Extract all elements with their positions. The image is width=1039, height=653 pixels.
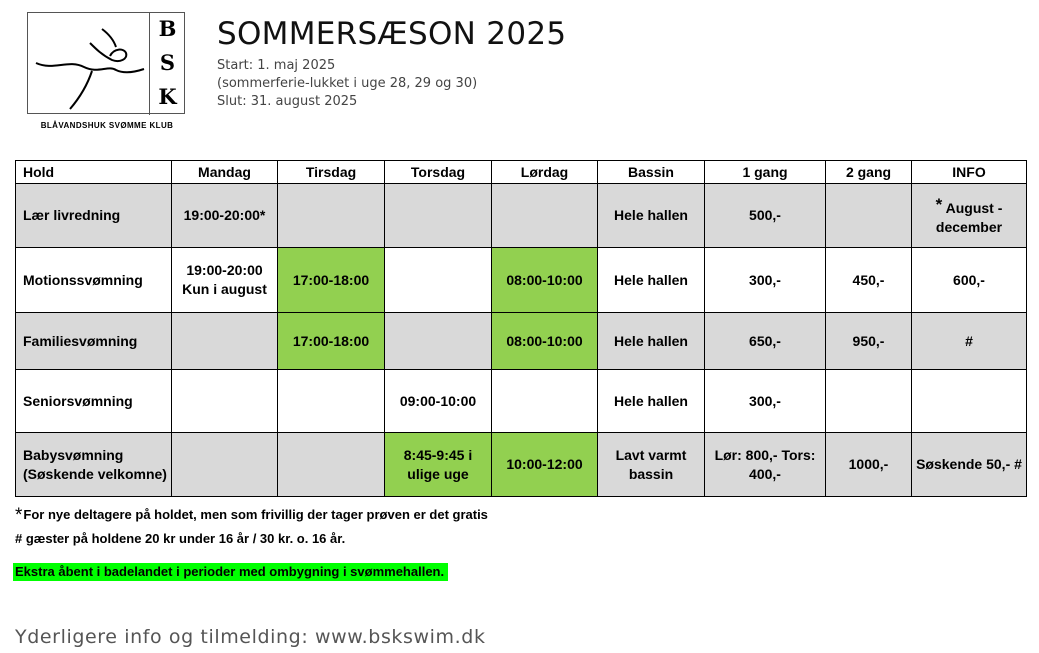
cell-1-gang: 500,- (705, 184, 826, 248)
footnote-hash: # gæster på holdene 20 kr under 16 år / 30 kr. o. 16 år. (15, 531, 346, 546)
cell-1-gang: 300,- (705, 248, 826, 313)
header-lordag: Lørdag (492, 161, 598, 184)
swimmer-icon (32, 19, 150, 111)
cell-info: Søskende 50,- # (912, 433, 1027, 497)
cell-tirsdag: 17:00-18:00 (278, 313, 385, 370)
table-row (16, 184, 1027, 248)
cell-torsdag: 8:45-9:45 i ulige uge (385, 433, 492, 497)
cell-1-gang: 300,- (705, 370, 826, 433)
cell-tirsdag (278, 370, 385, 433)
cell-lordag: 08:00-10:00 (492, 313, 598, 370)
cell-mandag: 19:00-20:00* (172, 184, 278, 248)
cell-hold: Motionssvømning (16, 248, 172, 313)
table-row (16, 313, 1027, 370)
schedule-table (15, 160, 1027, 497)
cell-lordag: 08:00-10:00 (492, 248, 598, 313)
cell-bassin: Hele hallen (598, 248, 705, 313)
logo-letters (149, 12, 185, 115)
cell-2-gang: 1000,- (826, 433, 912, 497)
club-logo (27, 12, 187, 130)
logo-letter-k: K (158, 84, 177, 109)
cell-lordag (492, 184, 598, 248)
header-2-gang: 2 gang (826, 161, 912, 184)
header-bassin: Bassin (598, 161, 705, 184)
cell-info (912, 370, 1027, 433)
cell-2-gang (826, 370, 912, 433)
season-end: Slut: 31. august 2025 (217, 94, 358, 109)
cell-bassin: Hele hallen (598, 370, 705, 433)
cell-lordag: 10:00-12:00 (492, 433, 598, 497)
cell-tirsdag (278, 433, 385, 497)
cell-info: 600,- (912, 248, 1027, 313)
cell-mandag: 19:00-20:00 Kun i august (172, 248, 278, 313)
cell-1-gang: 650,- (705, 313, 826, 370)
header-1-gang: 1 gang (705, 161, 826, 184)
season-start: Start: 1. maj 2025 (217, 58, 336, 73)
table-row (16, 248, 1027, 313)
cell-torsdag (385, 184, 492, 248)
header-info: INFO (912, 161, 1027, 184)
table-row (16, 370, 1027, 433)
cell-hold: Seniorsvømning (16, 370, 172, 433)
logo-letter-s: S (159, 50, 176, 75)
page-title: SOMMERSÆSON 2025 (217, 16, 567, 52)
table-row (16, 433, 1027, 497)
extra-open-banner: Ekstra åbent i badelandet i perioder med ombygning i svømmehallen. (13, 563, 448, 581)
cell-mandag (172, 313, 278, 370)
cell-2-gang (826, 184, 912, 248)
asterisk-mark: * (15, 505, 23, 526)
cell-hold: Babysvømning (Søskende velkomne) (16, 433, 172, 497)
footer-info: Yderligere info og tilmelding: www.bskswim.dk (15, 626, 486, 648)
footnote-text: For nye deltagere på holdet, men som frivillig der tager prøven er det gratis (23, 507, 488, 522)
cell-torsdag: 09:00-10:00 (385, 370, 492, 433)
logo-caption: BLÅVANDSHUK SVØMME KLUB (40, 121, 174, 130)
cell-bassin: Hele hallen (598, 313, 705, 370)
cell-1-gang: Lør: 800,- Tors: 400,- (705, 433, 826, 497)
cell-tirsdag (278, 184, 385, 248)
cell-torsdag (385, 248, 492, 313)
cell-2-gang: 950,- (826, 313, 912, 370)
header-mandag: Mandag (172, 161, 278, 184)
header-hold: Hold (16, 161, 172, 184)
cell-mandag (172, 433, 278, 497)
header-tirsdag: Tirsdag (278, 161, 385, 184)
asterisk-mark: * (935, 194, 943, 214)
cell-torsdag (385, 313, 492, 370)
cell-info: # (912, 313, 1027, 370)
cell-hold: Familiesvømning (16, 313, 172, 370)
cell-hold: Lær livredning (16, 184, 172, 248)
cell-bassin: Hele hallen (598, 184, 705, 248)
cell-2-gang: 450,- (826, 248, 912, 313)
cell-mandag (172, 370, 278, 433)
logo-frame (27, 12, 185, 114)
info-text: August - december (935, 199, 1003, 235)
header-torsdag: Torsdag (385, 161, 492, 184)
cell-info (912, 184, 1027, 248)
logo-letter-b: B (158, 16, 177, 41)
cell-lordag (492, 370, 598, 433)
cell-tirsdag: 17:00-18:00 (278, 248, 385, 313)
cell-bassin: Lavt varmt bassin (598, 433, 705, 497)
footnote-asterisk (15, 505, 488, 527)
table-header-row (16, 161, 1027, 184)
holiday-note: (sommerferie-lukket i uge 28, 29 og 30) (217, 76, 478, 91)
